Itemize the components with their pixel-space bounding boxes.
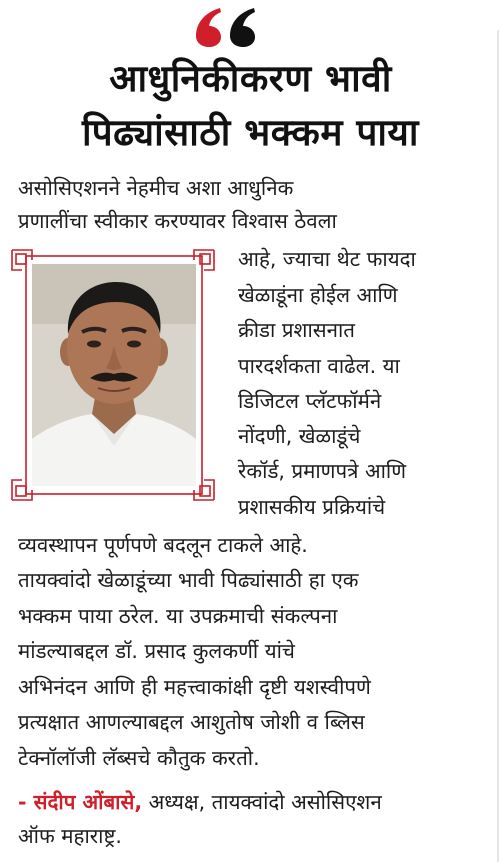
body-line-6: पारदर्शकता वाढेल. या	[238, 354, 400, 378]
body-line-16: प्रत्यक्षात आणल्याबद्दल आशुतोष जोशी व ब्लिस	[18, 710, 365, 734]
body-line-8: नोंदणी, खेळाडूंचे	[238, 424, 361, 448]
body-line-15: अभिनंदन आणि ही महत्त्वाकांक्षी दृष्टी यशस्वीपणे	[18, 675, 371, 699]
body-line-13: भक्कम पाया ठरेल. या उपक्रमाची संकल्पना	[18, 604, 338, 628]
body-line-5: क्रीडा प्रशासनात	[238, 318, 355, 342]
byline-title: अध्यक्ष, तायक्वांदो असोसिएशन	[142, 790, 382, 814]
portrait-photo-block	[8, 244, 218, 506]
body-line-7: डिजिटल प्लॅटफॉर्मने	[238, 389, 382, 413]
body-line-1: असोसिएशनने नेहमीच अशा आधुनिक	[18, 176, 294, 200]
byline-line-2: ऑफ महाराष्ट्र.	[18, 824, 122, 848]
body-line-4: खेळाडूंना होईल आणि	[238, 283, 398, 307]
body-line-2: प्रणालींचा स्वीकार करण्यावर विश्वास ठेवला	[18, 209, 337, 233]
body-line-17: टेक्नॉलॉजी लॅब्सचे कौतुक करतो.	[18, 746, 260, 770]
byline	[18, 788, 382, 816]
person-illustration	[32, 264, 196, 486]
body-line-10: प्रशासकीय प्रक्रियांचे	[238, 495, 386, 519]
double-quote-icon	[190, 4, 270, 48]
portrait-photo	[32, 264, 196, 486]
body-line-12: तायक्वांदो खेळाडूंच्या भावी पिढ्यांसाठी हा एक	[18, 568, 359, 592]
body-line-14: मांडल्याबद्दल डॉ. प्रसाद कुलकर्णी यांचे	[18, 639, 295, 663]
headline-line-1: आधुनिकीकरण भावी	[109, 57, 392, 100]
byline-dash: -	[18, 790, 34, 814]
body-line-3: आहे, ज्याचा थेट फायदा	[238, 247, 416, 271]
byline-name: संदीप ओंबासे,	[33, 790, 143, 814]
headline-line-2: पिढ्यांसाठी भक्कम पाया	[82, 111, 419, 154]
body-line-11: व्यवस्थापन पूर्णपणे बदलून टाकले आहे.	[18, 533, 308, 557]
body-line-9: रेकॉर्ड, प्रमाणपत्रे आणि	[238, 459, 407, 483]
